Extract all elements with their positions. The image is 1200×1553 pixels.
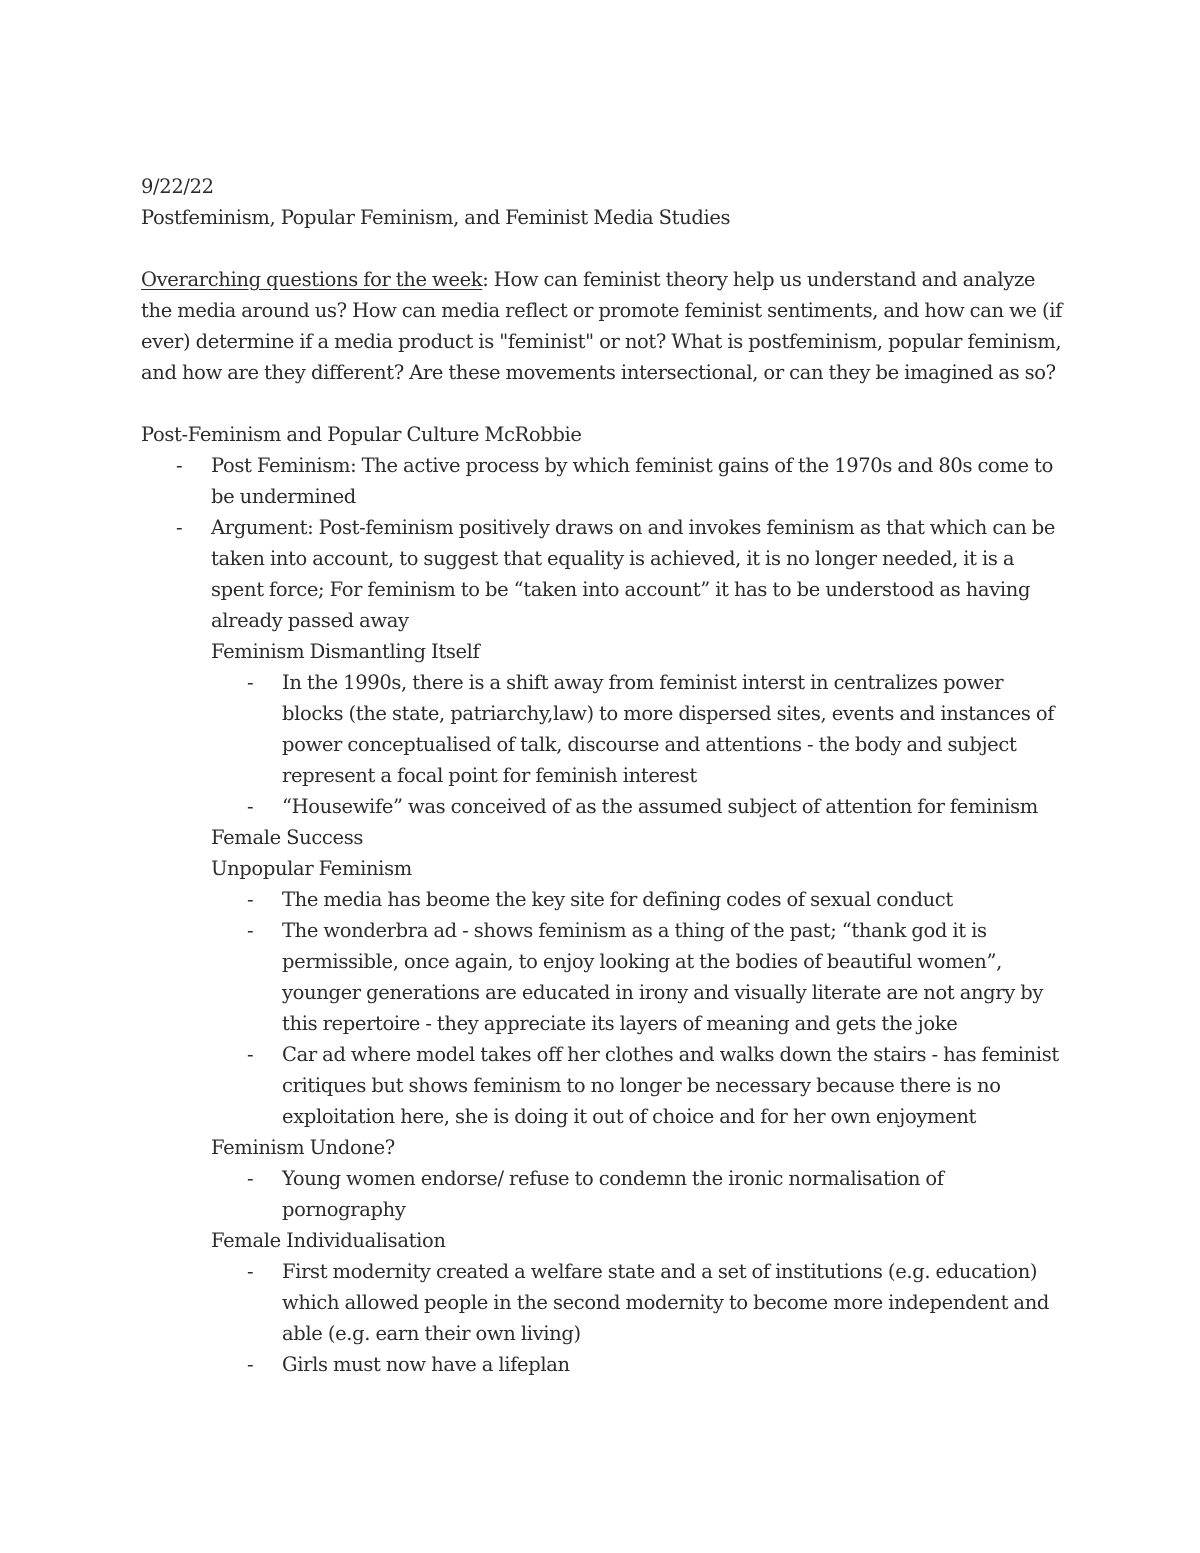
list-item-text: “Housewife” was conceived of as the assumed subject of attention for feminism	[282, 795, 1038, 818]
list-item-text: The wonderbra ad - shows feminism as a thing of the past; “thank god it is permissible, once again, to enjoy looking at the bodies of beautiful women”, younger generations are educated in irony and visually literate are not angry by this repertoire - they appreciate its layers of meaning and gets the joke	[282, 919, 1044, 1035]
list-item	[141, 450, 1066, 512]
dash-bullet: -	[247, 888, 254, 911]
list-item	[141, 915, 1066, 1039]
dash-bullet: -	[247, 671, 254, 694]
spacer	[141, 233, 1066, 264]
overarching-label: Overarching questions for the week	[141, 268, 483, 291]
list-item	[141, 667, 1066, 791]
section-list	[141, 1163, 1066, 1225]
list-item-text: Post Feminism: The active process by which feminist gains of the 1970s and 80s come to be undermined	[211, 454, 1053, 508]
list-item-text: In the 1990s, there is a shift away from feminist interst in centralizes power blocks (the state, patriarchy,law) to more dispersed sites, events and instances of power conceptualised of talk, discourse and attentions - the body and subject represent a focal point for feminish interest	[282, 671, 1055, 787]
list-item	[141, 1349, 1066, 1380]
list-item-text: Argument: Post-feminism positively draws on and invokes feminism as that which can be taken into account, to suggest that equality is achieved, it is no longer needed, it is a spent force; For feminism to be “taken into account” it has to be understood as having already passed away	[211, 516, 1056, 632]
list-item	[141, 791, 1066, 822]
section-heading: Female Individualisation	[211, 1229, 446, 1252]
list-item-text: Car ad where model takes off her clothes and walks down the stairs - has feminist critiques but shows feminism to no longer be necessary because there is no exploitation here, she is doing it out of choice and for her own enjoyment	[282, 1043, 1059, 1128]
overarching-questions	[141, 264, 1066, 388]
date: 9/22/22	[141, 175, 214, 198]
page-title: Postfeminism, Popular Feminism, and Feminist Media Studies	[141, 206, 731, 229]
list-item-text: Young women endorse/ refuse to condemn the ironic normalisation of pornography	[282, 1167, 944, 1221]
reading-title: Post-Feminism and Popular Culture McRobbie	[141, 423, 582, 446]
list-item	[141, 884, 1066, 915]
list-item	[141, 512, 1066, 636]
list-item-text: The media has beome the key site for defining codes of sexual conduct	[282, 888, 953, 911]
list-item	[141, 1256, 1066, 1349]
main-bullet-list	[141, 450, 1066, 636]
document-body	[141, 171, 1066, 1380]
list-item	[141, 1039, 1066, 1132]
dash-bullet: -	[247, 1353, 254, 1376]
dash-bullet: -	[247, 919, 254, 942]
list-item-text: First modernity created a welfare state and a set of institutions (e.g. education) which allowed people in the second modernity to become more independent and able (e.g. earn their own living)	[282, 1260, 1050, 1345]
dash-bullet: -	[247, 795, 254, 818]
dash-bullet: -	[247, 1043, 254, 1066]
dash-bullet: -	[176, 454, 183, 477]
section-heading: Feminism Undone?	[211, 1136, 395, 1159]
section-heading: Female Success	[211, 826, 364, 849]
section-list	[141, 884, 1066, 1132]
spacer	[141, 388, 1066, 419]
list-item-text: Girls must now have a lifeplan	[282, 1353, 570, 1376]
list-item	[141, 1163, 1066, 1225]
section-list	[141, 667, 1066, 822]
overarching-text: : How can feminist theory help us understand and analyze the media around us? How can media reflect or promote feminist sentiments, and how can we (if ever) determine if a media product is "feminist" or not? What is postfeminism, popular feminism, and how are they different? Are these movements intersectional, or can they be imagined as so?	[141, 268, 1062, 384]
section-heading: Unpopular Feminism	[211, 857, 412, 880]
section-heading: Feminism Dismantling Itself	[211, 640, 480, 663]
dash-bullet: -	[247, 1167, 254, 1190]
dash-bullet: -	[176, 516, 183, 539]
dash-bullet: -	[247, 1260, 254, 1283]
section-list	[141, 1256, 1066, 1380]
